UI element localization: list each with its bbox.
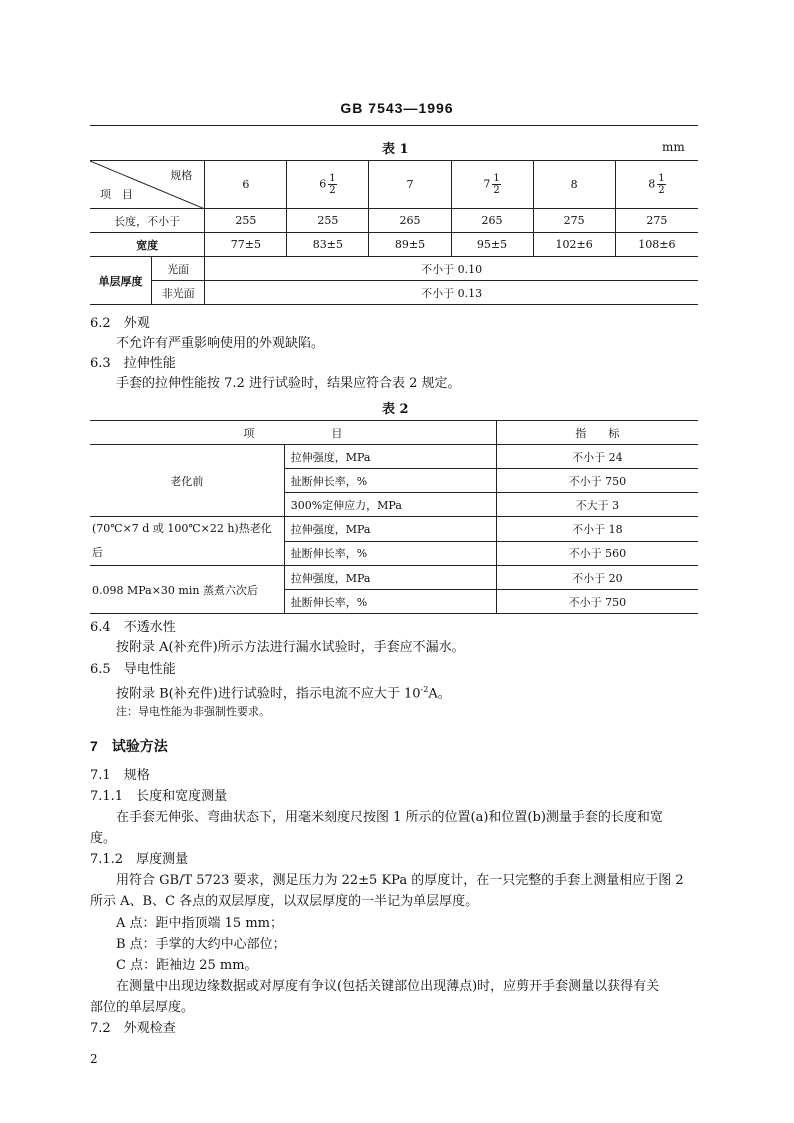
- value-cell: 不小于 750: [496, 469, 698, 493]
- cell: 77±5: [205, 233, 287, 257]
- size-header: 7: [369, 161, 451, 209]
- table1-caption: 表 1: [382, 142, 409, 157]
- cell: 255: [205, 209, 287, 233]
- section-7-1-2-line1: 用符合 GB/T 5723 要求，测足压力为 22±5 KPa 的厚度计，在一只完整的手套上测量相应于图 2: [116, 873, 684, 888]
- cell: 275: [615, 209, 698, 233]
- size-header: 6: [205, 161, 287, 209]
- cell: 102±6: [533, 233, 615, 257]
- value-cell: 不小于 20: [496, 566, 698, 590]
- size-header: 7 $\frac{1}{2}$: [451, 161, 533, 209]
- table1-corner-cell: [90, 161, 205, 209]
- section-6-5-heading: 6.5 导电性能: [90, 662, 176, 677]
- thickness-value: 不小于 0.13: [205, 281, 698, 305]
- section-6-3-heading: 6.3 拉伸性能: [90, 356, 176, 371]
- value-cell: 不小于 18: [496, 517, 698, 542]
- table2-caption: 表 2: [382, 402, 409, 417]
- value-cell: 不小于 560: [496, 541, 698, 566]
- table-row: [90, 257, 698, 281]
- header-rule: [90, 125, 698, 126]
- size-header: 6 $\frac{1}{2}$: [287, 161, 369, 209]
- property-cell: 拉伸强度，MPa: [284, 445, 496, 469]
- table1: [90, 160, 698, 305]
- standard-header: GB 7543—1996: [340, 100, 454, 116]
- section-7-1-1-line1: 在手套无伸张、弯曲状态下，用毫米刻度尺按图 1 所示的位置(a)和位置(b)测量手套的长度和宽: [116, 810, 663, 825]
- property-cell: 拉伸强度，MPa: [284, 566, 496, 590]
- row-label: 宽度: [90, 233, 205, 257]
- cell: 255: [287, 209, 369, 233]
- thickness-value: 不小于 0.10: [205, 257, 698, 281]
- cell: 265: [451, 209, 533, 233]
- cell: 83±5: [287, 233, 369, 257]
- section-7-2-heading: 7.2 外观检查: [90, 1021, 176, 1036]
- section-6-2-heading: 6.2 外观: [90, 316, 150, 331]
- section-7-1-2-line4: 部位的单层厚度。: [90, 1000, 195, 1015]
- cell: 89±5: [369, 233, 451, 257]
- section-6-5-text: 按附录 B(补充件)进行试验时，指示电流不应大于 $10^{-2}A$。: [116, 685, 451, 702]
- table-row: [90, 281, 698, 305]
- property-cell: 扯断伸长率，%: [284, 541, 496, 566]
- section-6-2-text: 不允许有严重影响使用的外观缺陷。: [116, 336, 325, 351]
- section-6-4-heading: 6.4 不透水性: [90, 620, 176, 635]
- section-7-heading: 7 试验方法: [90, 738, 168, 754]
- thickness-label: 单层厚度: [90, 257, 152, 305]
- section-7-1-1-heading: 7.1.1 长度和宽度测量: [90, 789, 228, 804]
- page-number: 2: [90, 1052, 98, 1066]
- property-cell: 扯断伸长率，%: [284, 469, 496, 493]
- size-header: 8: [533, 161, 615, 209]
- table2: [90, 420, 698, 614]
- table-row: [90, 566, 698, 590]
- table-row: [90, 445, 698, 469]
- section-6-5-note: 注：导电性能为非强制性要求。: [116, 705, 270, 718]
- property-cell: 扯断伸长率，%: [284, 590, 496, 614]
- corner-top-label: 规格: [170, 169, 193, 182]
- property-cell: 拉伸强度，MPa: [284, 517, 496, 542]
- section-7-1-2-line3: 在测量中出现边缘数据或对厚度有争议(包括关键部位出现薄点)时，应剪开手套测量以获得有关: [116, 979, 660, 994]
- condition-cell: (70℃×7 d 或 100℃×22 h)热老化 后: [90, 517, 284, 566]
- section-7-1-2-heading: 7.1.2 厚度测量: [90, 852, 189, 867]
- value-cell: 不小于 24: [496, 445, 698, 469]
- cell: 95±5: [451, 233, 533, 257]
- point-c: C 点：距袖边 25 mm。: [116, 958, 258, 973]
- section-7-1-2-line2: 所示 A、B、C 各点的双层厚度，以双层厚度的一半记为单层厚度。: [90, 894, 479, 909]
- section-7-1-heading: 7.1 规格: [90, 768, 150, 783]
- value-cell: 不小于 750: [496, 590, 698, 614]
- cell: 108±6: [615, 233, 698, 257]
- value-cell: 不大于 3: [496, 493, 698, 517]
- section-6-3-text: 手套的拉伸性能按 7.2 进行试验时，结果应符合表 2 规定。: [116, 376, 461, 391]
- section-6-4-text: 按附录 A(补充件)所示方法进行漏水试验时，手套应不漏水。: [116, 640, 465, 655]
- condition-cell: 老化前: [90, 445, 284, 517]
- table2-head-item: 项 目: [90, 421, 496, 445]
- size-header: 8 $\frac{1}{2}$: [615, 161, 698, 209]
- section-7-1-1-line2: 度。: [90, 831, 117, 846]
- table1-unit: mm: [662, 140, 685, 154]
- table-row: [90, 209, 698, 233]
- point-a: A 点：距中指顶端 15 mm；: [116, 916, 283, 931]
- property-cell: 300%定伸应力，MPa: [284, 493, 496, 517]
- table-row: [90, 233, 698, 257]
- table2-head-value: 指 标: [496, 421, 698, 445]
- row-label: 长度，不小于: [90, 209, 205, 233]
- cell: 265: [369, 209, 451, 233]
- condition-cell: 0.098 MPa×30 min 蒸煮六次后: [90, 566, 284, 614]
- surface-label: 非光面: [152, 281, 205, 305]
- point-b: B 点：手掌的大约中心部位；: [116, 937, 286, 952]
- surface-label: 光面: [152, 257, 205, 281]
- table-row: [90, 517, 698, 542]
- corner-bottom-label: 项 目: [100, 188, 133, 201]
- cell: 275: [533, 209, 615, 233]
